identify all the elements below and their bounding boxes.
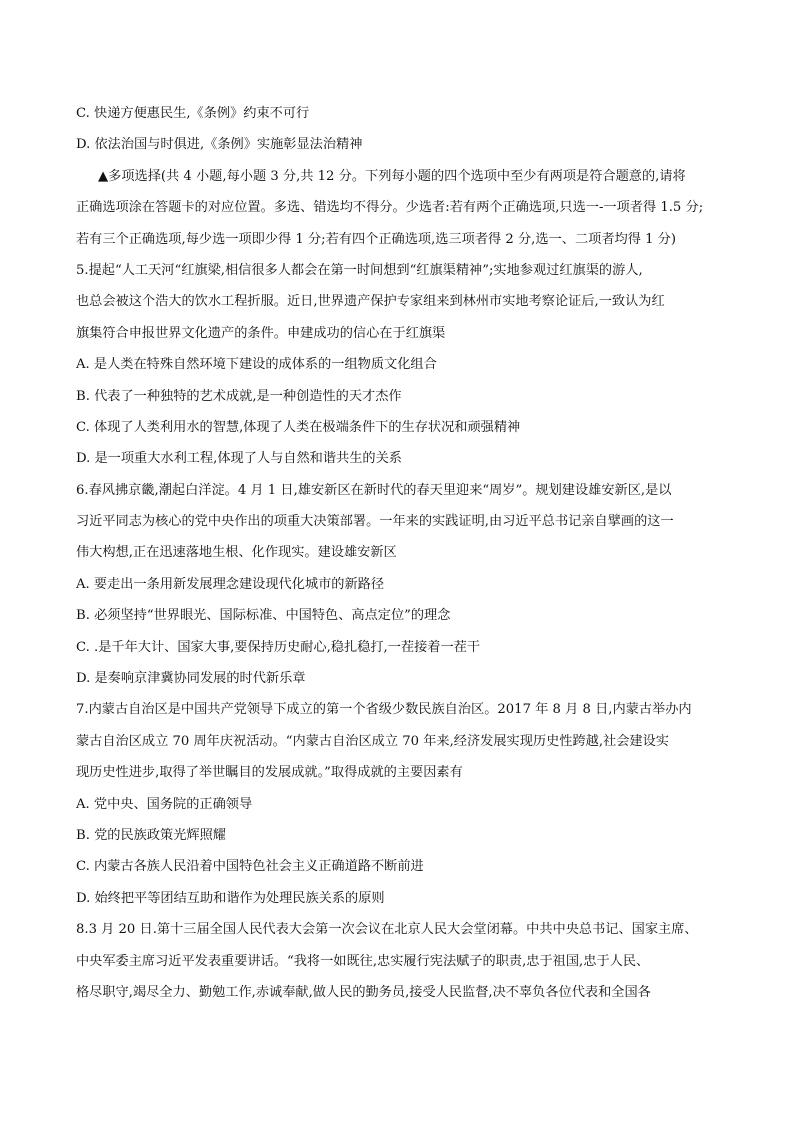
- option-line: C. .是千年大计、国家大事,要保持历史耐心,稳扎稳打,一茬接着一茬干: [76, 639, 481, 655]
- option-line: B. 党的民族政策光辉照耀: [76, 827, 226, 843]
- option-line: D. 是一项重大水利工程,体现了人与自然和谐共生的关系: [76, 451, 402, 467]
- option-line: A. 要走出一条用新发展理念建设现代化城市的新路径: [76, 576, 385, 592]
- option-line: A. 党中央、国务院的正确领导: [76, 796, 253, 812]
- question-text: 蒙古自治区成立 70 周年庆祝活动。“内蒙古自治区成立 70 年来,经济发展实现历史性跨越,社会建设实: [76, 733, 669, 749]
- question-text: 习近平同志为核心的党中央作出的项重大决策部署。一年来的实践证明,由习近平总书记亲自擘画的这一: [76, 514, 674, 530]
- question-text: 也总会被这个浩大的饮水工程折服。近日,世界遗产保护专家组来到林州市实地考察论证后,一致认为红: [76, 294, 665, 310]
- section-instructions: 正确选项涂在答题卡的对应位置。多选、错选均不得分。少选者:若有两个正确选项,只选一-一项者得 1.5 分;: [76, 200, 704, 216]
- question-text: 格尽职守,竭尽全力、勤勉工作,赤诚奉献,做人民的勤务员,接受人民监督,决不辜负各位代表和全国各: [76, 984, 651, 1000]
- question-text: 现历史性进步,取得了举世瞩目的发展成就。”取得成就的主要因素有: [76, 765, 463, 781]
- option-line: B. 代表了一种独特的艺术成就,是一种创造性的天才杰作: [76, 388, 402, 404]
- option-line: C. 内蒙古各族人民沿着中国特色社会主义正确道路不断前进: [76, 859, 424, 875]
- option-line: C. 快递方便惠民生,《条例》约束不可行: [76, 106, 310, 121]
- option-line: B. 必须坚持“世界眼光、国际标准、中国特色、高点定位”的理念: [76, 608, 451, 624]
- option-line: D. 是奏响京津冀协同发展的时代新乐章: [76, 671, 306, 687]
- option-line: D. 始终把平等团结互助和谐作为处理民族关系的原则: [76, 890, 385, 906]
- question-text: 伟大构想,正在迅速落地生根、化作现实。建设雄安新区: [76, 545, 397, 561]
- question-text: 旗集符合申报世界文化遗产的条件。申建成功的信心在于红旗渠: [76, 325, 446, 341]
- question-text: 中央军委主席习近平发表重要讲话。“我将一如既往,忠实履行宪法赋子的职责,忠于祖国,忠于人民、: [76, 953, 650, 969]
- document-page: [76, 98, 728, 1008]
- option-line: A. 是人类在特殊自然环境下建设的成体系的一组物质文化组合: [76, 357, 437, 373]
- option-line: C. 体现了人类利用水的智慧,体现了人类在极端条件下的生存状况和顽强精神: [76, 419, 521, 435]
- question-text: 8.3 月 20 日.第十三届全国人民代表大会第一次会议在北京人民大会堂闭幕。中共中央总书记、国家主席、: [76, 922, 698, 938]
- question-text: 5.提起“人工天河“红旗梁,相信很多人都会在第一时间想到“红旗渠精神”;实地参观过红旗渠的游人,: [76, 262, 643, 278]
- section-instructions: 若有三个正确选项,每少选一项即少得 1 分;若有四个正确选项,选三项者得 2 分,选一、二项者均得 1 分): [76, 231, 676, 247]
- section-instructions: ▲多项选择(共 4 小题,每小题 3 分,共 12 分。下列每小题的四个选项中至少有两项是符合题意的,请将: [98, 168, 686, 184]
- question-text: 7.内蒙古自治区是中国共产党领导下成立的第一个省级少数民族自治区。2017 年 8 月 8 日,内蒙古举办内: [76, 702, 692, 718]
- option-line: D. 依法治国与时俱进,《条例》实施彰显法治精神: [76, 137, 363, 153]
- question-text: 6.春风拂京畿,潮起白洋淀。4 月 1 日,雄安新区在新时代的春天里迎来“周岁”。规划建设雄安新区,是以: [76, 482, 672, 498]
